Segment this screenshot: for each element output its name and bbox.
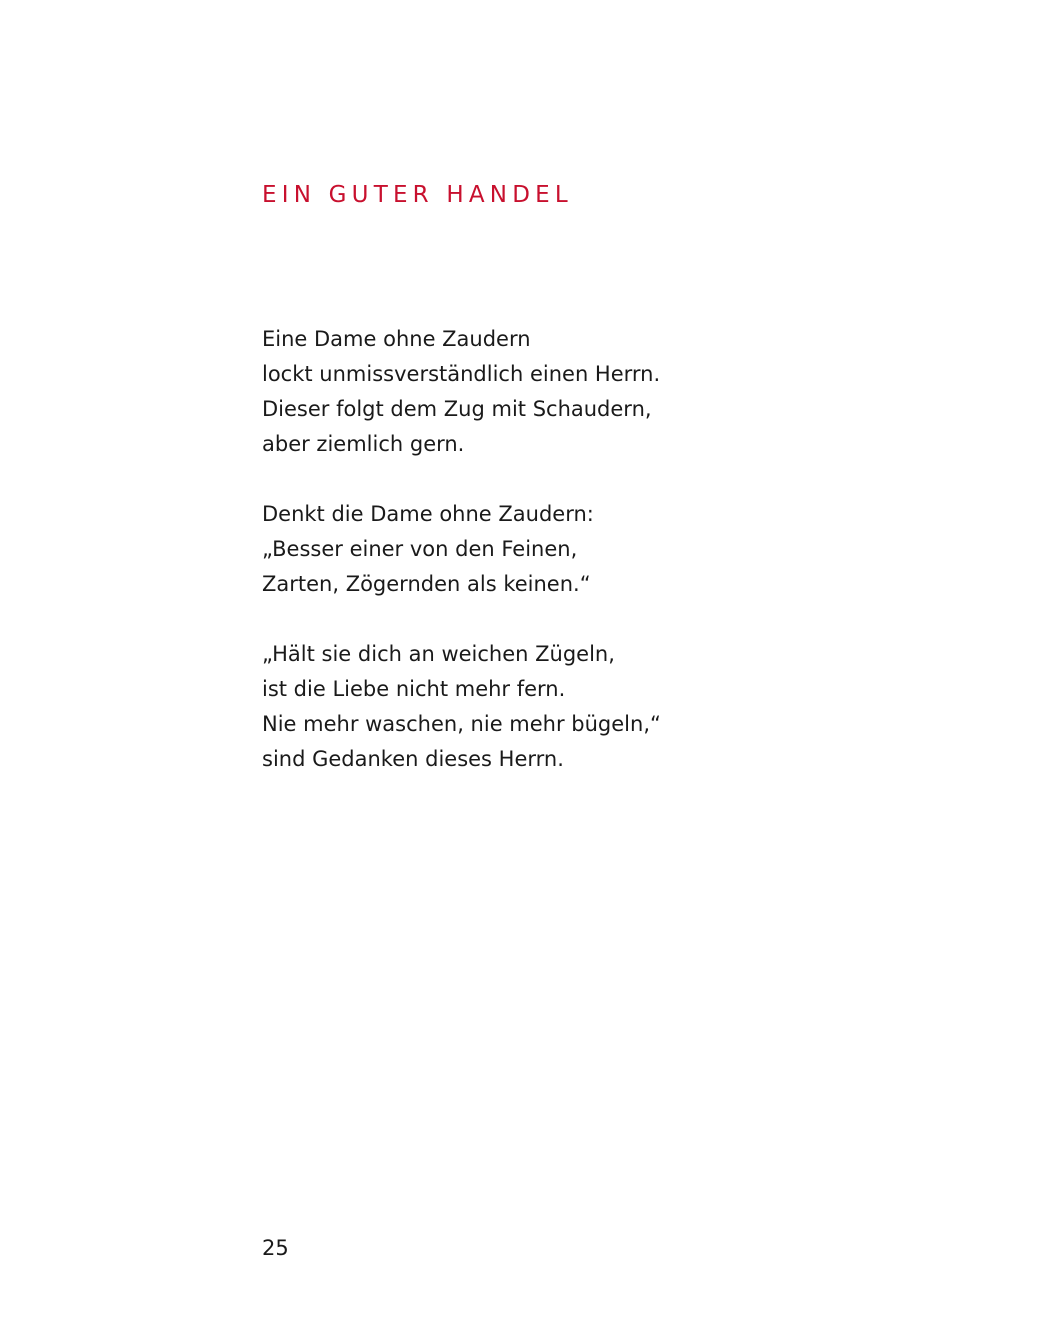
poem-line: „Besser einer von den Feinen,	[262, 537, 578, 561]
poem-line: „Hält sie dich an weichen Zügeln,	[262, 642, 615, 666]
poem-line: aber ziemlich gern.	[262, 432, 465, 456]
stanza-2	[262, 497, 661, 602]
poem-title: EIN GUTER HANDEL	[262, 182, 573, 208]
stanza-3	[262, 637, 661, 777]
poem-line: Eine Dame ohne Zaudern	[262, 327, 531, 351]
poem-line: Dieser folgt dem Zug mit Schaudern,	[262, 397, 652, 421]
page-number: 25	[262, 1236, 289, 1260]
poem-line: Zarten, Zögernden als keinen.“	[262, 572, 591, 596]
poem-line: ist die Liebe nicht mehr fern.	[262, 677, 566, 701]
poem-body	[262, 322, 661, 812]
poem-line: Nie mehr waschen, nie mehr bügeln,“	[262, 712, 661, 736]
poem-line: Denkt die Dame ohne Zaudern:	[262, 502, 594, 526]
poem-line: sind Gedanken dieses Herrn.	[262, 747, 564, 771]
poem-line: lockt unmissverständlich einen Herrn.	[262, 362, 661, 386]
stanza-1	[262, 322, 661, 462]
